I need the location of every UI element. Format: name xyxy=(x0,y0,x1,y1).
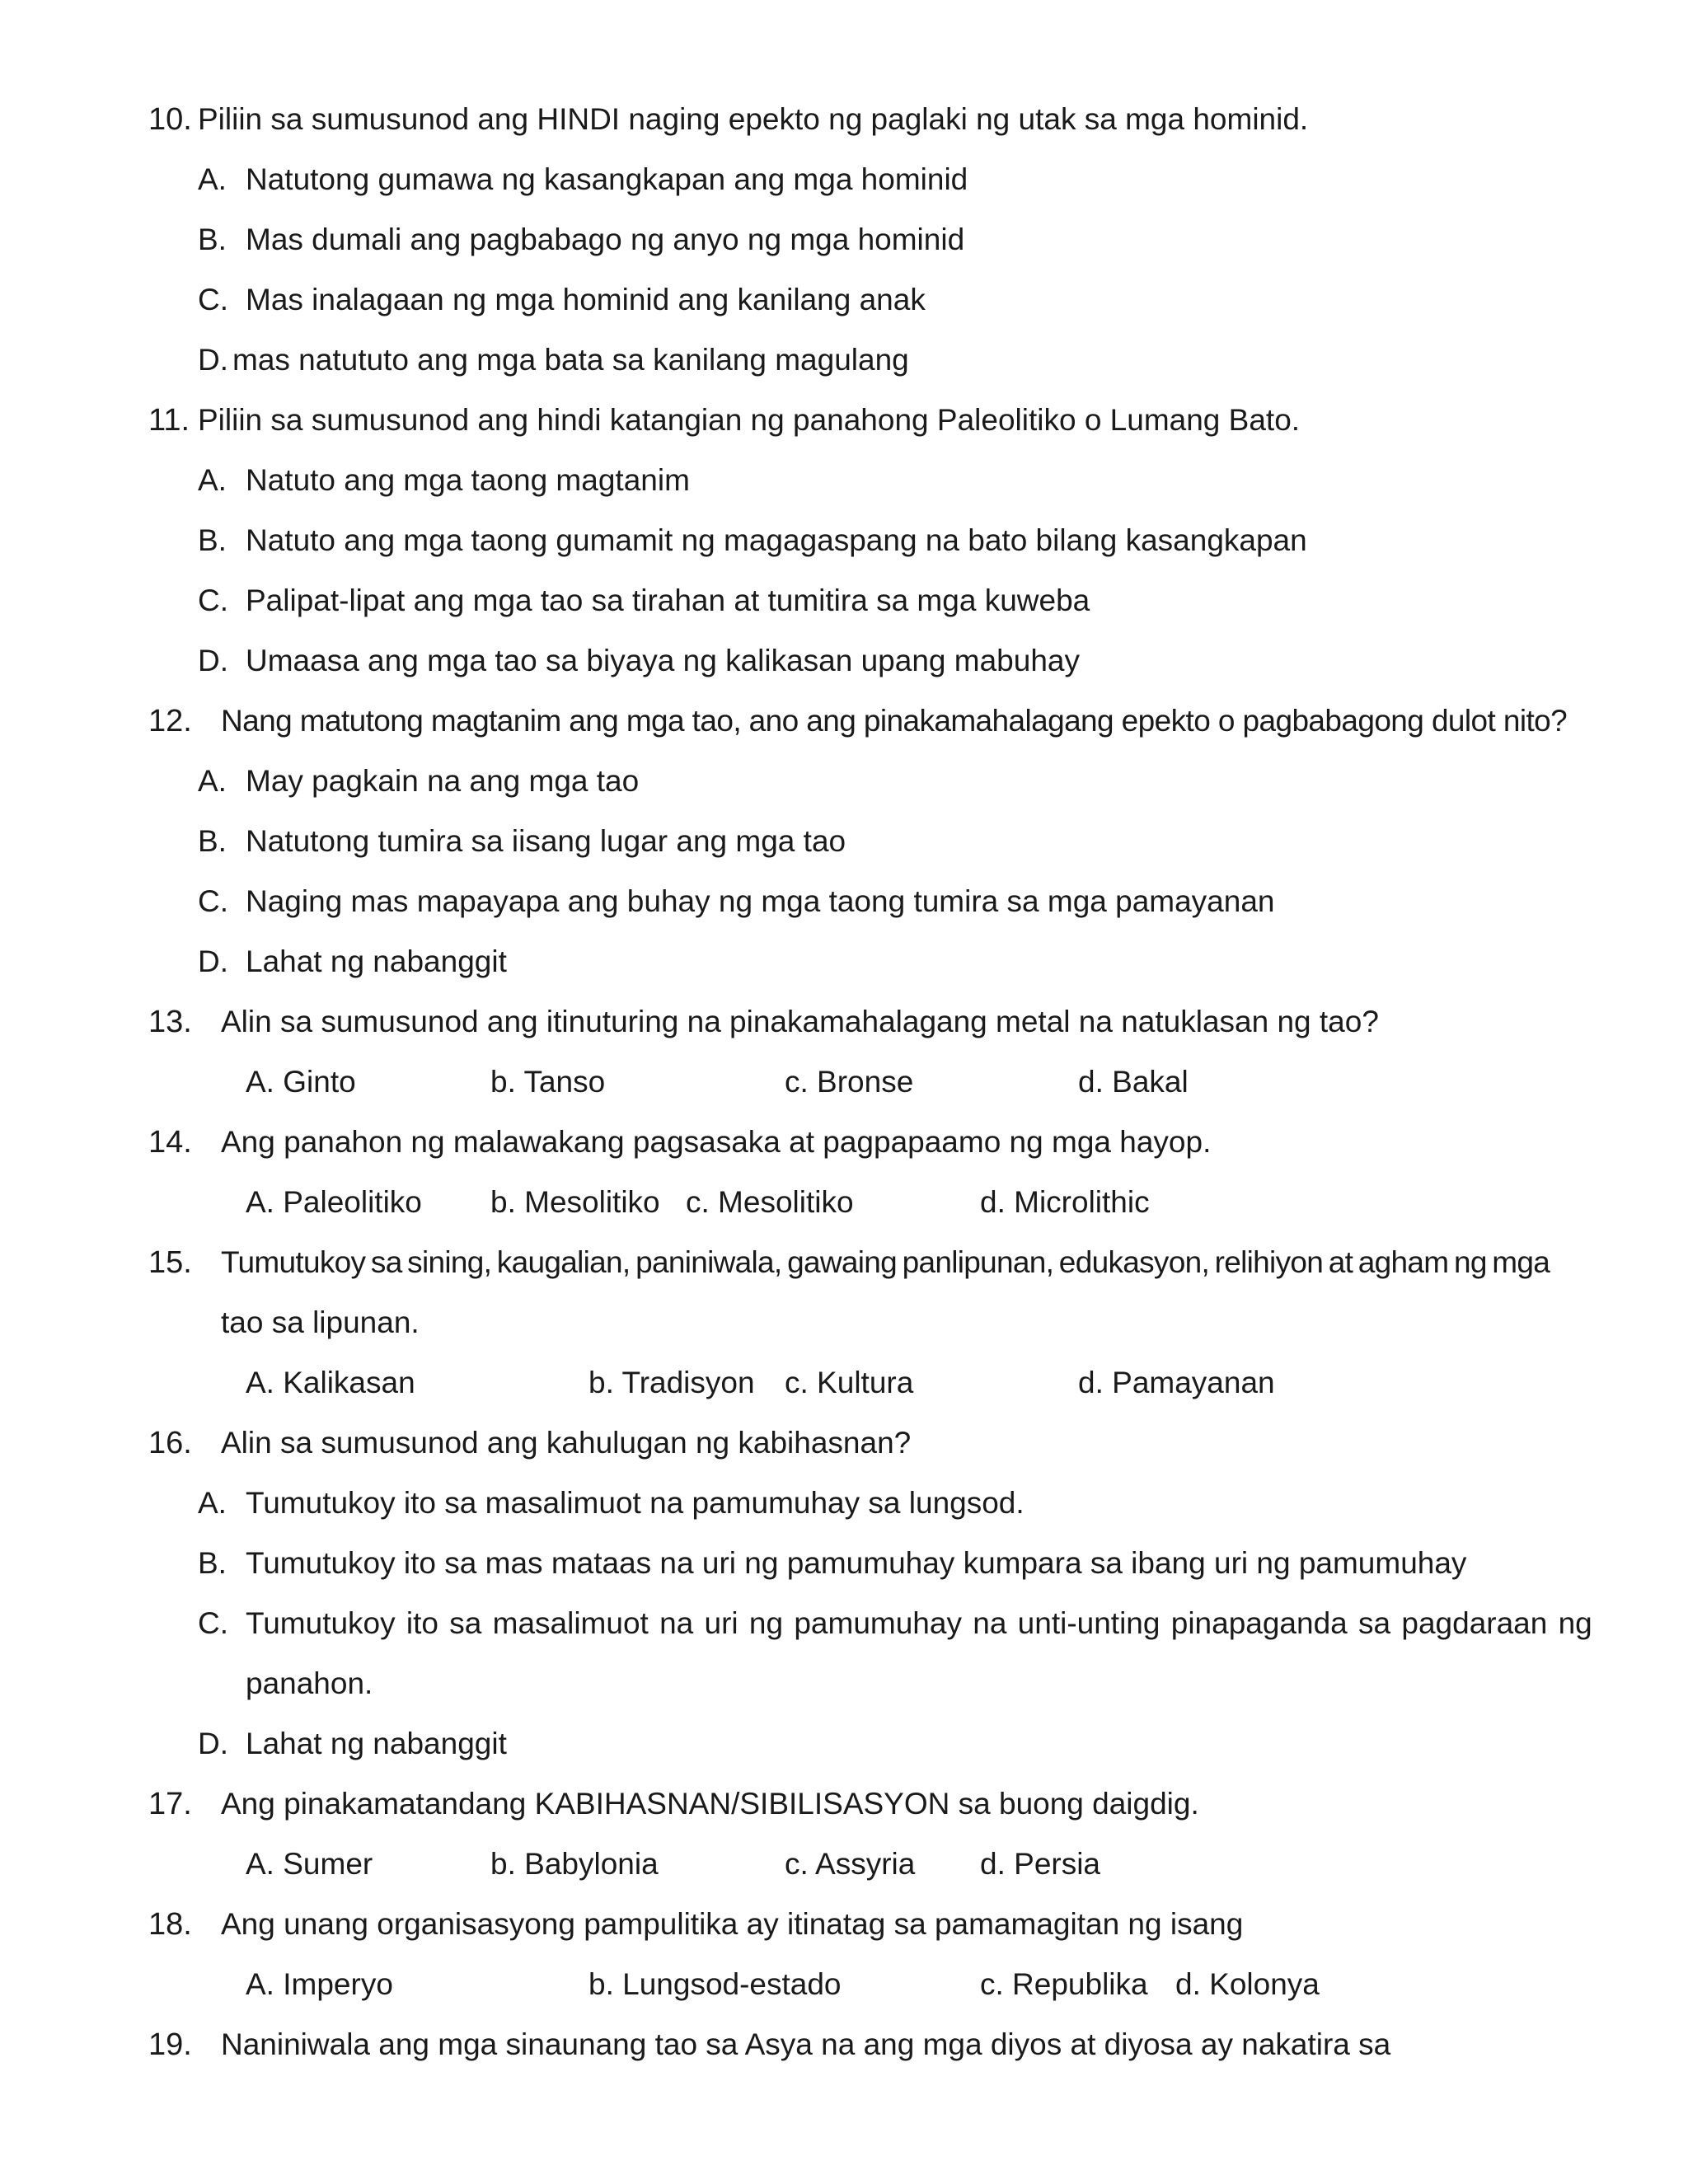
question-number: 15. xyxy=(148,1245,192,1280)
question-number: 11. xyxy=(148,403,190,438)
question-number: 13. xyxy=(148,1005,192,1039)
question-text: Piliin sa sumusunod ang HINDI naging epekto ng paglaki ng utak sa mga hominid. xyxy=(198,102,1309,136)
option-d: d. Pamayanan xyxy=(1078,1366,1275,1399)
option-b: b. Mesolitiko xyxy=(490,1185,660,1219)
option-d: d. Kolonya xyxy=(1175,1967,1320,2001)
question-number: 17. xyxy=(148,1787,192,1821)
option-a: A. Imperyo xyxy=(246,1967,393,2001)
question-text: Nang matutong magtanim ang mga tao, ano ang pinakamahalagang epekto o pagbabagong dulot nito? xyxy=(221,704,1568,738)
option-b: b. Lungsod-estado xyxy=(588,1967,842,2001)
question-number: 12. xyxy=(148,704,192,738)
option-b: b. Tradisyon xyxy=(588,1366,755,1399)
option-a: A. Ginto xyxy=(246,1065,356,1099)
question-text: Tumutukoy sa sining, kaugalian, paniniwala, gawaing panlipunan, edukasyon, relihiyon at agham ng mga xyxy=(221,1245,1550,1279)
question-text: Alin sa sumusunod ang itinuturing na pinakamahalagang metal na natuklasan ng tao? xyxy=(221,1005,1379,1038)
question-text: Ang panahon ng malawakang pagsasaka at pagpapaamo ng mga hayop. xyxy=(221,1125,1212,1159)
option-c: c. Bronse xyxy=(785,1065,914,1099)
option-d: d. Microlithic xyxy=(980,1185,1150,1219)
option-a: A. Kalikasan xyxy=(246,1366,415,1399)
option-c: c. Assyria xyxy=(785,1847,916,1881)
question-text-cont: tao sa lipunan. xyxy=(221,1305,420,1339)
option-a: A. Sumer xyxy=(246,1847,373,1881)
question-number: 14. xyxy=(148,1125,192,1160)
option-c: c. Republika xyxy=(980,1967,1148,2001)
option-c: c. Mesolitiko xyxy=(686,1185,854,1219)
question-text: Ang pinakamatandang KABIHASNAN/SIBILISASYON sa buong daigdig. xyxy=(221,1787,1199,1821)
option-d: d. Persia xyxy=(980,1847,1101,1881)
question-text: Piliin sa sumusunod ang hindi katangian ng panahong Paleolitiko o Lumang Bato. xyxy=(198,403,1301,437)
question-number: 18. xyxy=(148,1907,192,1942)
option-d: d. Bakal xyxy=(1078,1065,1189,1099)
option-a: A. Paleolitiko xyxy=(246,1185,422,1219)
option-b: b. Tanso xyxy=(490,1065,606,1099)
question-number: 10. xyxy=(148,102,192,137)
question-number: 16. xyxy=(148,1426,192,1460)
option-c: c. Kultura xyxy=(785,1366,914,1399)
question-number: 19. xyxy=(148,2027,192,2062)
question-text: Ang unang organisasyong pampulitika ay itinatag sa pamamagitan ng isang xyxy=(221,1907,1244,1941)
question-text: Naniniwala ang mga sinaunang tao sa Asya na ang mga diyos at diyosa ay nakatira sa xyxy=(221,2027,1391,2061)
question-text: Alin sa sumusunod ang kahulugan ng kabihasnan? xyxy=(221,1426,912,1460)
option-b: b. Babylonia xyxy=(490,1847,659,1881)
